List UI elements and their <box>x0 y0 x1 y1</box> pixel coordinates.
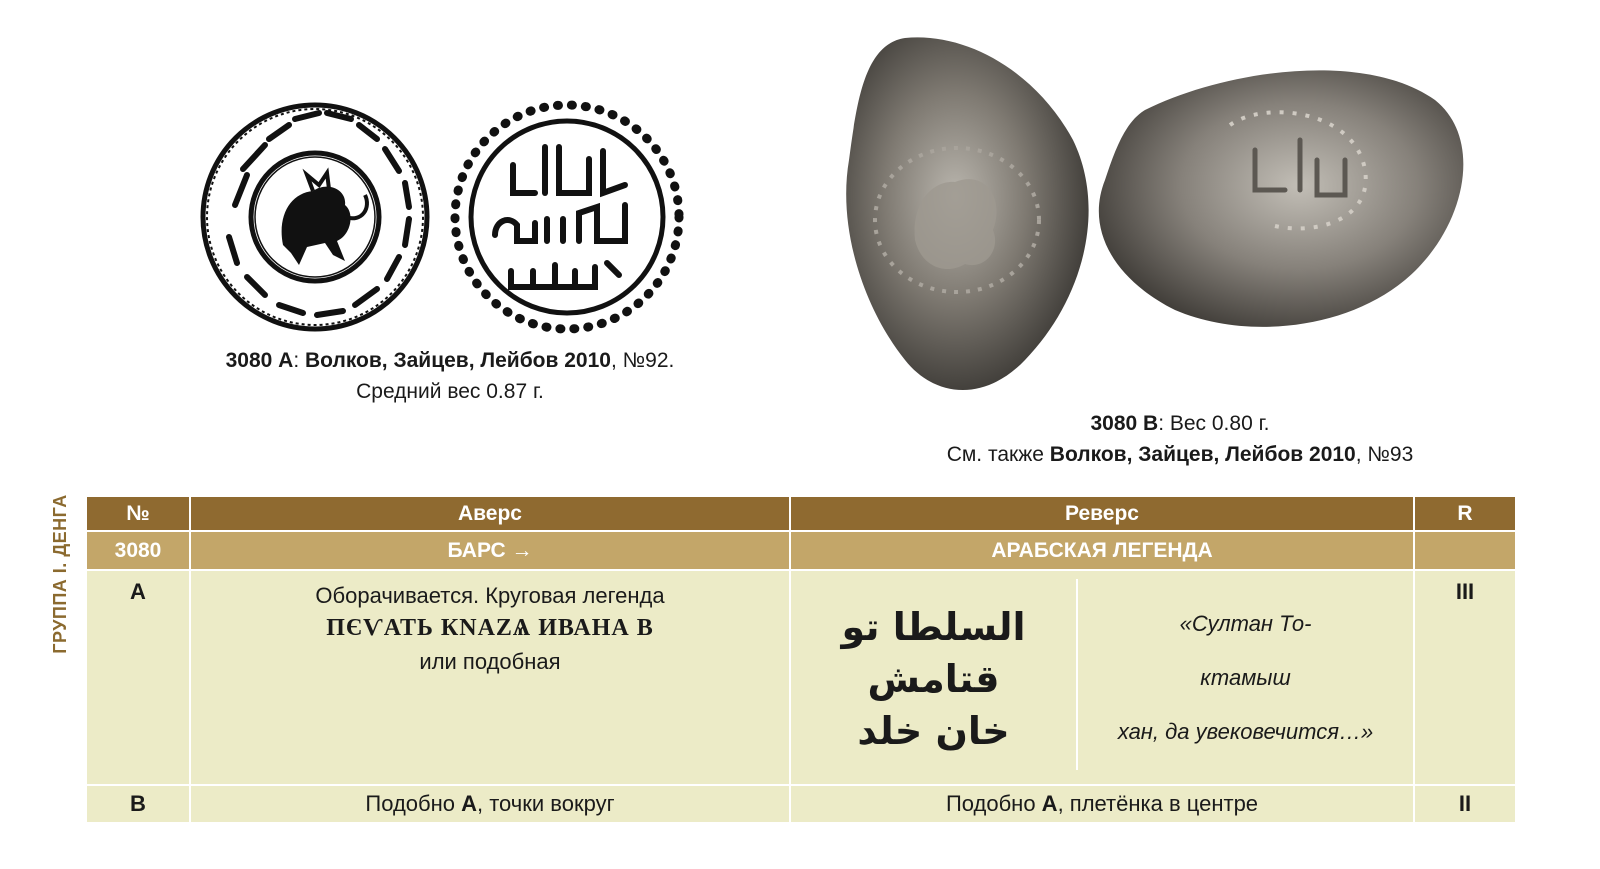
table-subheader-row <box>86 531 1516 570</box>
caption-source: Волков, Зайцев, Лейбов 2010 <box>1049 443 1356 466</box>
row-b-obverse <box>190 785 790 823</box>
subheader-obverse: БАРС → <box>190 531 790 570</box>
row-b-reverse-post: , плетёнка в центре <box>1057 791 1259 816</box>
caption-3080a-line2: Средний вес 0.87 г. <box>356 380 544 403</box>
coin-photo-image <box>845 30 1510 410</box>
row-a-obverse-line1: Оборачивается. Круговая легенда <box>315 583 665 608</box>
arabic-line-1: السلطا تو <box>841 604 1026 649</box>
row-a-translation <box>1078 571 1413 776</box>
row-a-id: A <box>86 570 190 785</box>
reverse-drawing <box>455 105 679 329</box>
row-b-reverse <box>790 785 1414 823</box>
caption-weight: : Вес 0.80 г. <box>1158 412 1270 435</box>
subheader-rarity <box>1414 531 1516 570</box>
table-header-row <box>86 496 1516 531</box>
translation-line-3: хан, да увековечится…» <box>1117 718 1374 744</box>
row-b-reverse-pre: Подобно <box>945 791 1042 816</box>
row-b-obverse-bold: А <box>461 791 477 816</box>
row-a-obverse <box>190 570 790 785</box>
row-a-arabic-legend <box>791 571 1076 776</box>
row-b-obverse-pre: Подобно <box>365 791 462 816</box>
catalog-table <box>85 495 1517 824</box>
translation-line-2: ктамыш <box>1200 664 1291 690</box>
caption-ref: 3080 А <box>225 349 294 372</box>
caption-3080b-line2 <box>880 439 1480 470</box>
caption-3080b <box>880 408 1480 470</box>
header-rarity: R <box>1414 496 1516 531</box>
arabic-line-3: خان خلد <box>857 708 1010 753</box>
caption-source-num: , №93 <box>1355 443 1414 466</box>
caption-3080a-line1 <box>150 345 750 376</box>
group-side-label: ГРУППА I. ДЕНГА <box>50 494 70 654</box>
caption-3080a <box>150 345 750 407</box>
row-a-rarity: III <box>1414 570 1516 785</box>
caption-sep: : <box>293 349 306 372</box>
header-number: № <box>86 496 190 531</box>
row-a-reverse <box>790 570 1414 785</box>
obverse-drawing <box>203 105 427 329</box>
translation-line-1: «Султан То- <box>1179 610 1312 636</box>
caption-3080b-line1 <box>880 408 1480 439</box>
header-obverse: Аверс <box>190 496 790 531</box>
caption-source-num: , №92. <box>610 349 675 372</box>
row-b-reverse-bold: А <box>1041 791 1058 816</box>
row-a-obverse-legend: ПЄѴАТЬ КNAZѦ ИВАНА В <box>326 615 654 641</box>
row-b-rarity: II <box>1414 785 1516 823</box>
caption-source: Волков, Зайцев, Лейбов 2010 <box>305 349 611 372</box>
subheader-reverse: АРАБСКАЯ ЛЕГЕНДА <box>790 531 1414 570</box>
row-b-obverse-post: , точки вокруг <box>477 791 615 816</box>
arabic-line-2: قتامش <box>867 656 1000 701</box>
table-row <box>86 785 1516 823</box>
caption-ref: 3080 В <box>1090 412 1159 435</box>
table-row <box>86 570 1516 785</box>
header-reverse: Реверс <box>790 496 1414 531</box>
coin-drawing-image <box>195 95 695 340</box>
subheader-id: 3080 <box>86 531 190 570</box>
caption-see-also: См. также <box>946 443 1050 466</box>
row-a-obverse-line3: или подобная <box>419 649 561 674</box>
reverse-photo <box>1099 70 1464 327</box>
obverse-photo <box>846 37 1088 390</box>
row-b-id: B <box>86 785 190 823</box>
